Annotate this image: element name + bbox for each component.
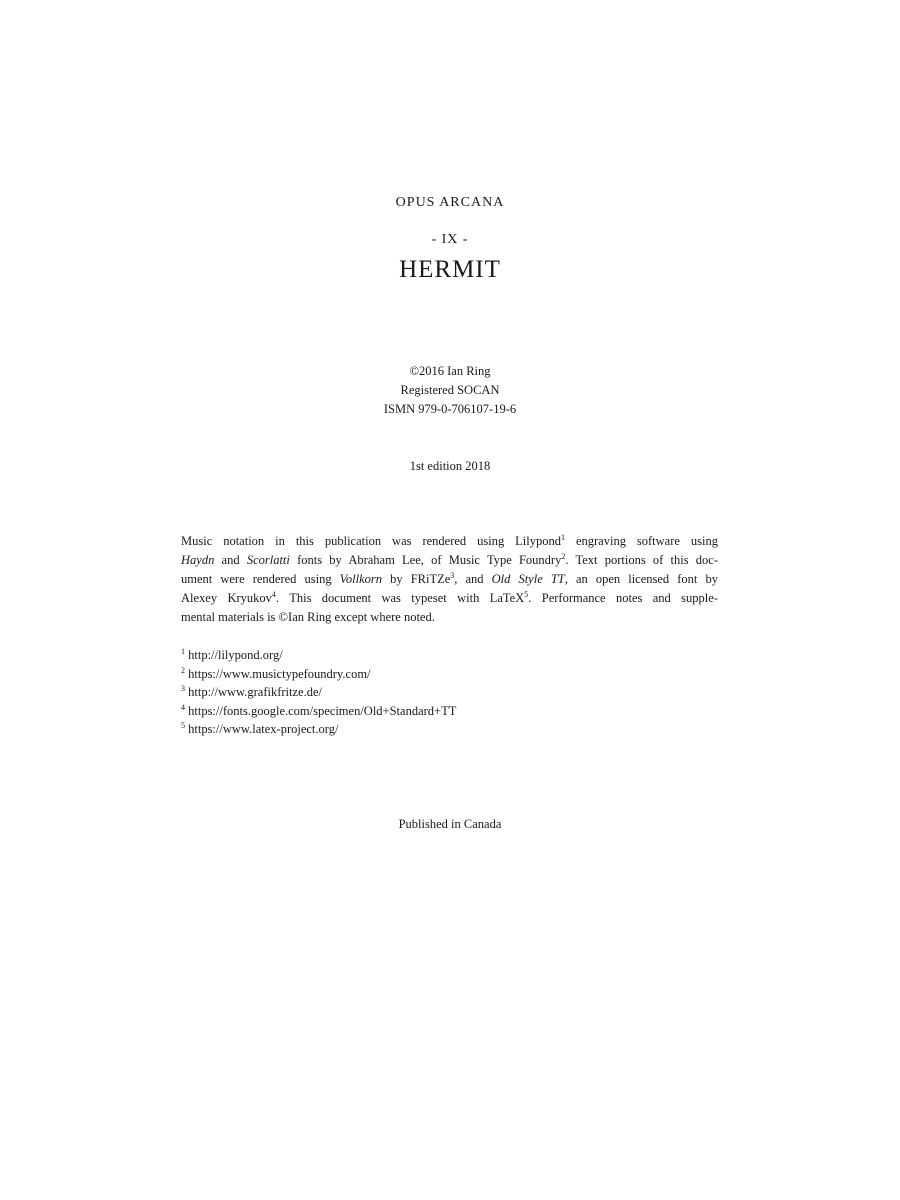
- page-title: HERMIT: [399, 256, 501, 283]
- copyright-block: [0, 362, 900, 419]
- footnote-item: $^1$ http://lilypond.org/: [181, 647, 283, 662]
- footnote-item: $^5$ https://www.latex-project.org/: [181, 721, 339, 736]
- colophon-line: Music notation in this publication was rendered using Lilypond$^1$ engraving software using: [181, 533, 718, 548]
- series-title: OPUS ARCANA: [395, 195, 505, 210]
- copyright-line: ©2016 Ian Ring: [409, 364, 491, 378]
- registration-line: Registered SOCAN: [400, 383, 500, 397]
- footnote-link[interactable]: http://lilypond.org/: [188, 648, 283, 662]
- footnote-link[interactable]: https://www.latex-project.org/: [188, 722, 339, 736]
- colophon-line: ument were rendered using Vollkorn by FRiTZe$^3$, and Old Style TT, an open licensed font by: [181, 571, 718, 586]
- colophon-line: Alexey Kryukov$^4$. This document was typeset with LaTeX$^5$. Performance notes and supple-: [181, 590, 718, 605]
- published-line: Published in Canada: [398, 817, 502, 831]
- colophon-line: Haydn and Scorlatti fonts by Abraham Lee, of Music Type Foundry$^2$. Text portions of this doc-: [181, 552, 719, 567]
- ismn-line: ISMN 979-0-706107-19-6: [383, 402, 517, 416]
- colophon-line: mental materials is ©Ian Ring except where noted.: [181, 610, 435, 624]
- footnote-link[interactable]: https://fonts.google.com/specimen/Old+Standard+TT: [188, 703, 457, 718]
- volume-numeral: - IX -: [431, 232, 469, 247]
- edition-line: 1st edition 2018: [409, 459, 491, 473]
- footnote-link[interactable]: http://www.grafikfritze.de/: [188, 685, 322, 699]
- footnote-item: $^4$ https://fonts.google.com/specimen/Old+Standard+TT: [181, 702, 457, 718]
- footnotes-list: [181, 646, 456, 739]
- footnote-item: $^3$ http://www.grafikfritze.de/: [181, 684, 322, 699]
- footnote-item: $^2$ https://www.musictypefoundry.com/: [181, 665, 371, 681]
- colophon-paragraph: [181, 532, 718, 627]
- footnote-link[interactable]: https://www.musictypefoundry.com/: [188, 666, 371, 681]
